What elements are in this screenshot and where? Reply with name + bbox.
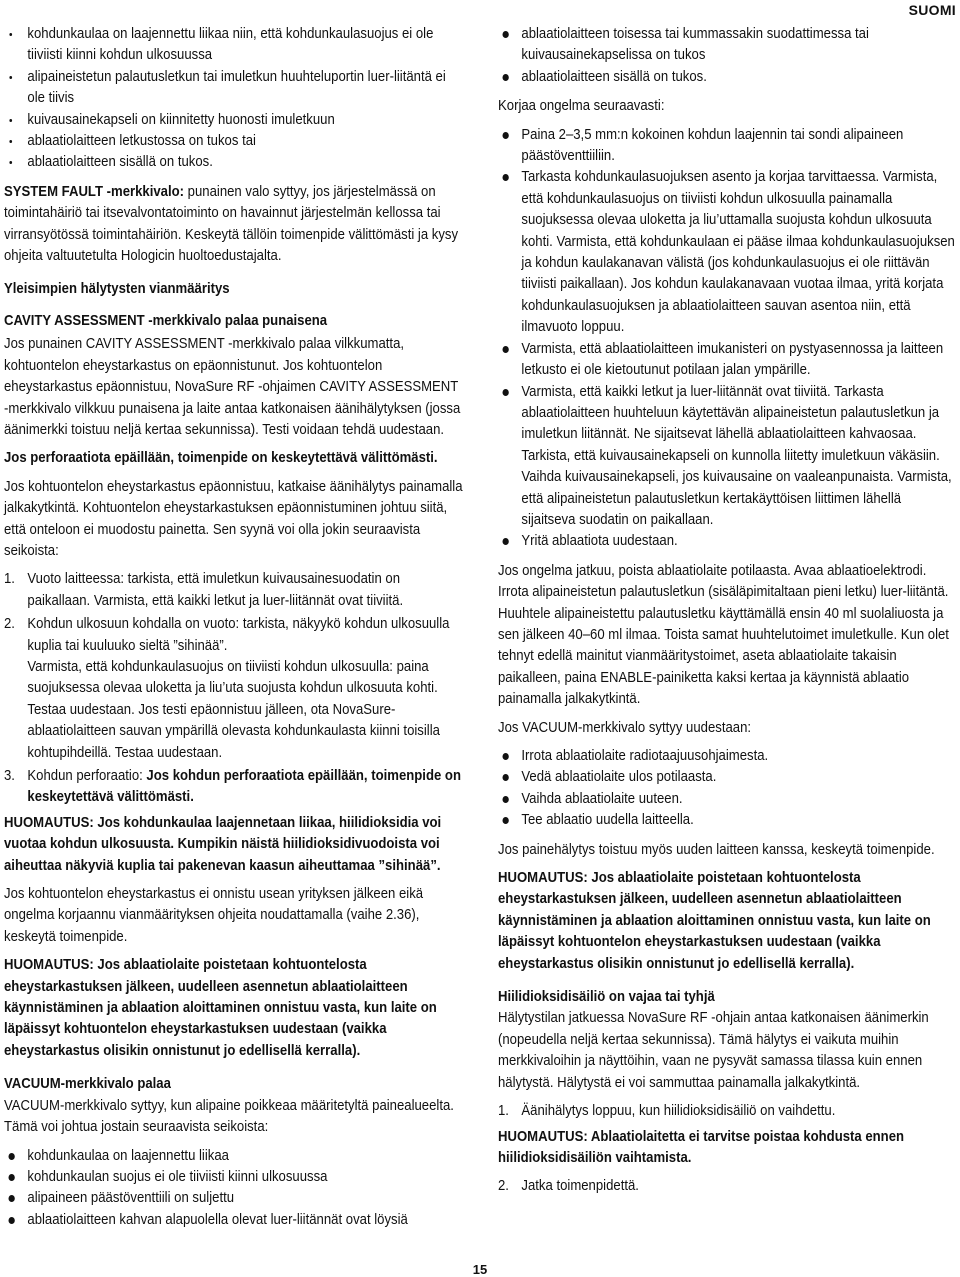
perforation-warning: Jos perforaatiota epäillään, toimenpide on keskeytettävä välittömästi.	[4, 450, 438, 467]
list-item: Varmista, että ablaatiolaitteen imukanisteri on pystyasennossa ja laitteen letkusto ei ole kietoutunut potilaan jalan ympärille.	[498, 339, 955, 382]
list-item: Yritä ablaatiota uudestaan.	[498, 531, 955, 552]
note-text: Jos kohdunkaulaa laajennetaan liikaa, hiilidioksidia voi vuotaa kohdun ulkosuusta. Kumpikin näistä hiilidioksidivuodoista voi aiheuttaa näkyviä kuplia tai pakenevan kaasun aiheuttamaa ”sihinää”.	[4, 814, 442, 874]
list-item: Irrota ablaatiolaite radiotaajuusohjaimesta.	[498, 746, 955, 767]
note-2	[4, 955, 465, 1062]
cavity-paragraph-3: Jos kohtuontelon eheystarkastus ei onnistu usean yrityksen jälkeen eikä ongelma korjaannu vianmäärityksen ohjeita noudattamalla (vaihe 2.36), keskeytä toimenpide.	[4, 886, 424, 945]
step-item	[498, 1101, 955, 1122]
system-fault-label: SYSTEM FAULT -merkkivalo:	[4, 183, 185, 200]
list-item: kohdunkaulan suojus ei ole tiiviisti kiinni ulkosuussa	[4, 1167, 465, 1188]
list-item: Paina 2–3,5 mm:n kokoinen kohdun laajennin tai sondi alipaineen päästöventtiiliin.	[498, 125, 955, 168]
note-label: HUOMAUTUS:	[498, 870, 588, 887]
note-text: Jos ablaatiolaite poistetaan kohtuontelosta eheystarkastuksen jälkeen, uudelleen asennetun ablaatiolaitteen käynnistäminen ja ablaation aloittaminen onnistuu vasta, kun laite on läpäissyt kohtuontelon eheystarkastuksen uudestaan (vaikka eheystarkastus olisikin onnistunut jo edellisellä kerralla).	[4, 957, 437, 1059]
list-item: ablaatiolaitteen sisällä on tukos.	[498, 67, 955, 88]
list-item: kohdunkaulaa on laajennettu liikaa	[4, 1146, 465, 1167]
step-text-extra: Varmista, että kohdunkaulasuojus on tiiviisti kohdun ulkosuulla: paina suojuksessa olevaa uloketta ja liu’uta suojusta kohdun ulkosuuta kohti. Testaa uudestaan. Jos testi epäonnistuu jälleen, ota NovaSure-ablaatiolaitteen sauvan ympärillä olevasta kohdunkaulasta kiinni toisilla kohtupihdeillä. Testaa uudestaan.	[27, 658, 440, 761]
step-text: Äänihälytys loppuu, kun hiilidioksidisäiliö on vaihdettu.	[521, 1103, 836, 1120]
page-number: 15	[472, 1262, 488, 1277]
persist-paragraph: Jos ongelma jatkuu, poista ablaatiolaite potilaasta. Avaa ablaatioelektrodi. Irrota alipaineistetun palautusletkun (sisäläpimitaltaan pieni letku) luer-liitäntä. Huuhtele alipaineistettu palautusletku käyttämällä ensin 40 ml suolaliuosta ja sen jälkeen 40–60 ml ilmaa. Toista samat huuhtelutoimet imuletkulle. Kun olet tehnyt edellä mainitut vianmääritystoimet, aseta ablaatiolaite takaisin paikalleen, paina ENABLE-painiketta kaksi kertaa ja käynnistä ablaatio painamalla jalkakytkintä.	[498, 562, 949, 708]
left-column	[4, 24, 465, 1231]
step-text-bold: Jos kohdun perforaatiota epäillään, toimenpide on keskeytettävä välittömästi.	[27, 768, 461, 806]
step-item	[4, 614, 465, 764]
list-item: ablaatiolaitteen letkustossa on tukos tai	[4, 131, 465, 152]
list-item: Vaihda ablaatiolaite uuteen.	[498, 789, 955, 810]
list-item: ablaatiolaitteen kahvan alapuolella olevat luer-liitännät ovat löysiä	[4, 1210, 465, 1231]
intro-list	[4, 24, 465, 174]
cavity-paragraph-2: Jos kohtuontelon eheystarkastus epäonnistuu, katkaise äänihälytys painamalla jalkakytkintä. Kohtuontelon eheystarkastuksen epäonnistuminen johtuu siitä, että onteloon ei muodostu painetta. Sen syynä voi olla jokin seuraavista seikoista:	[4, 478, 463, 559]
list-item: ablaatiolaitteen sisällä on tukos.	[4, 152, 465, 173]
step-item	[4, 766, 465, 809]
right-column	[498, 24, 955, 1202]
note-text: Jos ablaatiolaite poistetaan kohtuontelosta eheystarkastuksen jälkeen, uudelleen asennetun ablaatiolaitteen käynnistäminen ja ablaation aloittaminen onnistuu vasta, kun laite on läpäissyt kohtuontelon eheystarkastuksen uudestaan (vaikka eheystarkastus olisikin onnistunut jo edellisellä kerralla).	[498, 870, 931, 972]
step-text: Kohdun ulkosuun kohdalla on vuoto: tarkista, näkyykö kohdun ulkosuulla kuplia tai kuuluuko sieltä ”sihinää”.	[27, 616, 450, 654]
note-4	[498, 1127, 955, 1170]
list-item: kohdunkaulaa on laajennettu liikaa niin, että kohdunkaulasuojus ei ole tiiviisti kiinni kohdun ulkosuussa	[4, 24, 465, 67]
co2-step-2	[498, 1176, 955, 1197]
step-text: Kohdun perforaatio:	[27, 768, 147, 784]
co2-paragraph: Hälytystilan jatkuessa NovaSure RF -ohjain antaa katkonaisen äänimerkin (nopeudella neljä kertaa sekunnissa). Tämä hälytys ei vaikuta muihin merkkivaloihin ja näyttöihin, vaan ne pysyvät samassa tilassa kuin ennen hälytystä. Hälytystä ei voi sammuttaa painamalla jalkakytkintä.	[498, 1010, 929, 1091]
list-item: alipaineistetun palautusletkun tai imuletkun huuhteluportin luer-liitäntä ei ole tiivis	[4, 67, 465, 110]
vacuum-causes-list	[4, 1146, 465, 1232]
cavity-steps	[4, 569, 465, 808]
co2-step-1	[498, 1101, 955, 1122]
step-item	[4, 569, 465, 612]
note-1	[4, 813, 465, 877]
system-fault-text: punainen valo syttyy, jos järjestelmässä on toimintahäiriö tai itsevalvontatoiminto on havainnut järjestelmän kellossa tai virransyötössä toimintahäiriön. Keskeytä tällöin toimenpide välittömästi ja kysy ohjeita valtuutetulta Hologicin huoltoedustajalta.	[4, 183, 459, 265]
step-number: 1.	[4, 571, 15, 588]
vacuum-again-intro: Jos VACUUM-merkkivalo syttyy uudestaan:	[498, 719, 752, 736]
list-item: Vedä ablaatiolaite ulos potilaasta.	[498, 767, 955, 788]
list-item: Tee ablaatio uudella laitteella.	[498, 810, 955, 831]
note-3	[498, 868, 955, 975]
list-item: ablaatiolaitteen toisessa tai kummassakin suodattimessa tai kuivausainekapselissa on tukos	[498, 24, 955, 67]
cavity-heading: CAVITY ASSESSMENT -merkkivalo palaa punaisena	[4, 312, 328, 329]
language-label: SUOMI	[908, 2, 956, 18]
list-item: alipaineen päästöventtiili on suljettu	[4, 1188, 465, 1209]
step-number: 1.	[498, 1103, 509, 1120]
pressure-alarm-paragraph: Jos painehälytys toistuu myös uuden laitteen kanssa, keskeytä toimenpide.	[498, 841, 935, 858]
step-number: 3.	[4, 768, 15, 784]
note-label: HUOMAUTUS:	[498, 1128, 588, 1145]
note-label: HUOMAUTUS:	[4, 957, 94, 974]
list-item: Tarkasta kohdunkaulasuojuksen asento ja korjaa tarvittaessa. Varmista, että kohdunkaulasuojus on tiiviisti kohdun ulkosuulla painamalla suojuksessa olevaa uloketta ja liu’uttamalla suojusta kohdun ulkosuuta kohti. Varmista, että kohdunkaulaan ei pääse ilmaa kohdunkaulasuojuksen ja kohdun kaulakanavan välistä (jos kohdunkaulasuojus ei ole riittävän tiiviisti paikallaan). Jos kohdun kaulakanavaan vuotaa ilmaa, yritä korjata kohdunkaulasuojuksen ja ablaatiolaitteen sauvan asentoa niin, että ilmavuoto loppuu.	[498, 167, 955, 338]
vacuum-paragraph: VACUUM-merkkivalo syttyy, kun alipaine poikkeaa määritetyltä painealueelta. Tämä voi johtua jostain seuraavista seikoista:	[4, 1097, 454, 1136]
step-item	[498, 1176, 955, 1197]
step-number: 2.	[498, 1178, 509, 1195]
fix-list	[498, 125, 955, 553]
vacuum-again-list	[498, 746, 955, 832]
step-number: 2.	[4, 616, 15, 633]
list-item: kuivausainekapseli on kiinnitetty huonosti imuletkuun	[4, 110, 465, 131]
top-list	[498, 24, 955, 88]
note-text: Ablaatiolaitetta ei tarvitse poistaa kohdusta ennen hiilidioksidisäiliön vaihtamista.	[498, 1128, 905, 1166]
fix-intro: Korjaa ongelma seuraavasti:	[498, 98, 665, 115]
note-label: HUOMAUTUS:	[4, 814, 94, 831]
step-text: Jatka toimenpidettä.	[521, 1178, 639, 1195]
system-fault-paragraph	[4, 182, 465, 268]
cavity-paragraph-1: Jos punainen CAVITY ASSESSMENT -merkkivalo palaa vilkkumatta, kohtuontelon eheystarkastus on epäonnistunut. Jos kohtuontelon eheystarkastus epäonnistuu, NovaSure RF -ohjaimen CAVITY ASSESSMENT -merkkivalo vilkkuu punaisena ja laite antaa katkonaisen äänihälytyksen (jossa äänimerkki toistuu neljä kertaa sekunnissa). Testi voidaan tehdä uudestaan.	[4, 336, 461, 438]
step-text: Vuoto laitteessa: tarkista, että imuletkun kuivausainesuodatin on paikallaan. Varmista, että kaikki letkut ja luer-liitännät ovat tiiviitä.	[27, 571, 404, 609]
list-item: Varmista, että kaikki letkut ja luer-liitännät ovat tiiviitä. Tarkasta ablaatiolaitteen huuhteluun käytettävän alipaineistetun palautusletkun ja imuletkun liitännät. Ne sijaitsevat lähellä ablaatiolaitteen kahvaosaa. Tarkista, että kuivausainekapseli on kunnolla liitetty imuletkuun väkäsiin. Vaihda kuivausainekapseli, jos kuivausaine on vaaleanpunaista. Varmista, että alipaineistetun palautusletkun kertakäyttöisen liittimen lähellä sijaitseva suodatin on paikallaan.	[498, 382, 955, 532]
vacuum-heading: VACUUM-merkkivalo palaa	[4, 1076, 171, 1093]
co2-heading: Hiilidioksidisäiliö on vajaa tai tyhjä	[498, 989, 715, 1006]
section-title: Yleisimpien hälytysten vianmääritys	[4, 281, 230, 298]
